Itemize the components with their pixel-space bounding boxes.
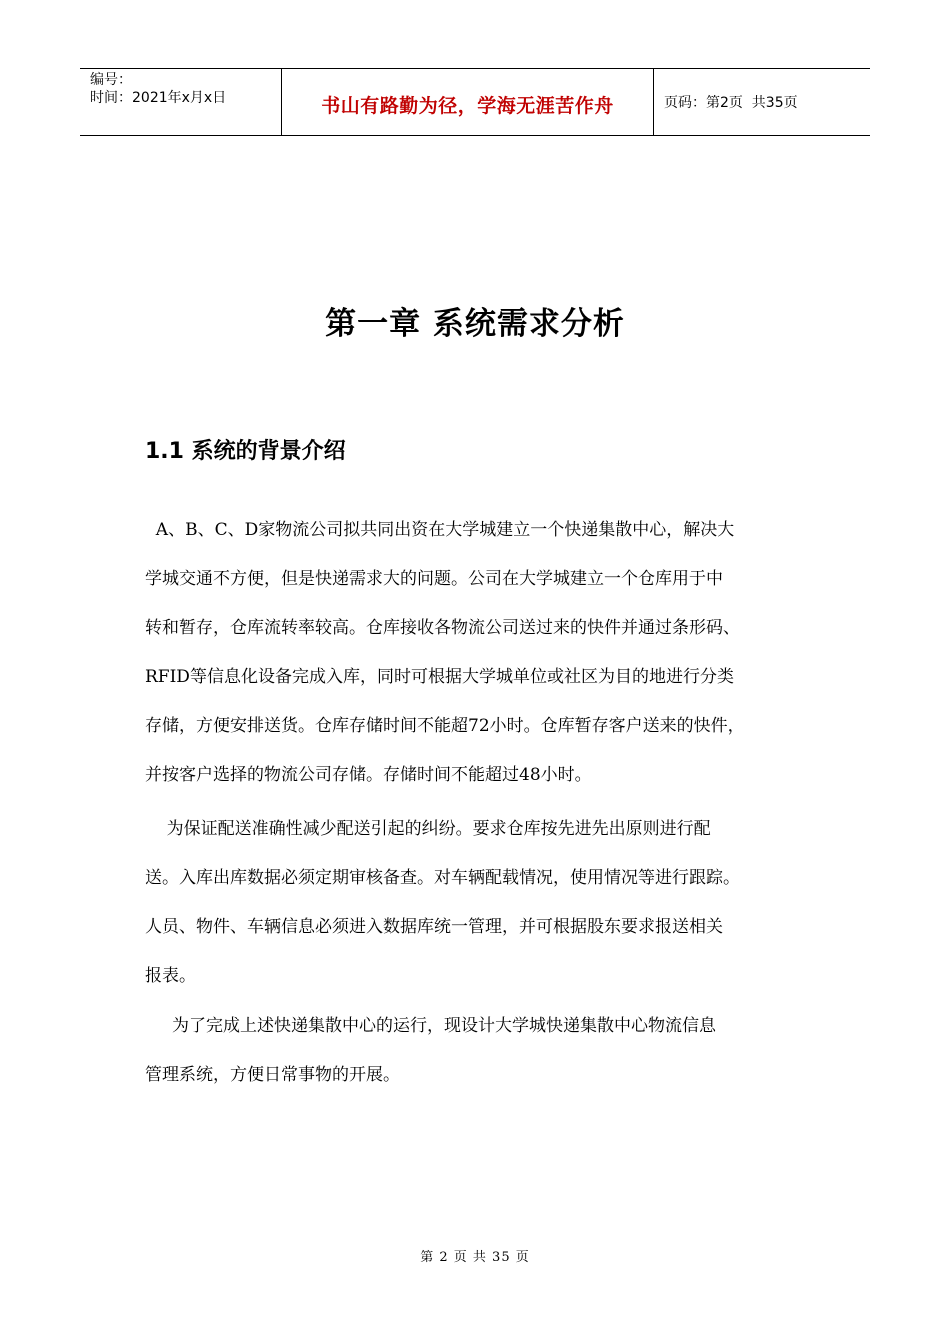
paragraph-line: 转和暂存，仓库流转率较高。仓库接收各物流公司送过来的快件并通过条形码、 <box>145 618 740 638</box>
paragraph-line: A、B、C、D家物流公司拟共同出资在大学城建立一个快递集散中心，解决大 <box>145 520 735 540</box>
paragraph-line: 报表。 <box>145 966 196 986</box>
paragraph-line: 为保证配送准确性减少配送引起的纠纷。要求仓库按先进先出原则进行配 <box>145 819 711 839</box>
header-page-info-cell <box>654 69 870 135</box>
paragraph-requirements <box>145 805 825 1001</box>
paragraph-line: 为了完成上述快递集散中心的运行，现设计大学城快递集散中心物流信息 <box>145 1016 717 1036</box>
document-number-label: 编号： <box>90 72 132 88</box>
paragraph-line: 人员、物件、车辆信息必须进入数据库统一管理，并可根据股东要求报送相关 <box>145 917 723 937</box>
paragraph-line: 管理系统，方便日常事物的开展。 <box>145 1065 400 1085</box>
paragraph-system-design <box>145 1002 825 1100</box>
page-footer: 第 2 页 共 35 页 <box>420 1250 530 1265</box>
paragraph-line: 存储，方便安排送货。仓库存储时间不能超72小时。仓库暂存客户送来的快件， <box>145 716 745 736</box>
header-page-info: 页码：第2页 共35页 <box>664 95 798 111</box>
paragraph-line: 送。入库出库数据必须定期审核备查。对车辆配载情况，使用情况等进行跟踪。 <box>145 868 740 888</box>
paragraph-line: 并按客户选择的物流公司存储。存储时间不能超过48小时。 <box>145 765 592 785</box>
paragraph-background <box>145 506 825 800</box>
header-motto-cell <box>281 69 654 135</box>
page-header <box>80 68 870 136</box>
document-time-label: 时间：2021年x月x日 <box>90 90 227 106</box>
header-meta <box>80 69 281 135</box>
header-motto: 书山有路勤为径，学海无涯苦作舟 <box>321 94 614 117</box>
paragraph-line: 学城交通不方便，但是快递需求大的问题。公司在大学城建立一个仓库用于中 <box>145 569 723 589</box>
paragraph-line: RFID等信息化设备完成入库，同时可根据大学城单位或社区为目的地进行分类 <box>145 667 734 687</box>
section-title: 1.1 系统的背景介绍 <box>145 439 346 464</box>
chapter-title: 第一章 系统需求分析 <box>325 306 625 342</box>
